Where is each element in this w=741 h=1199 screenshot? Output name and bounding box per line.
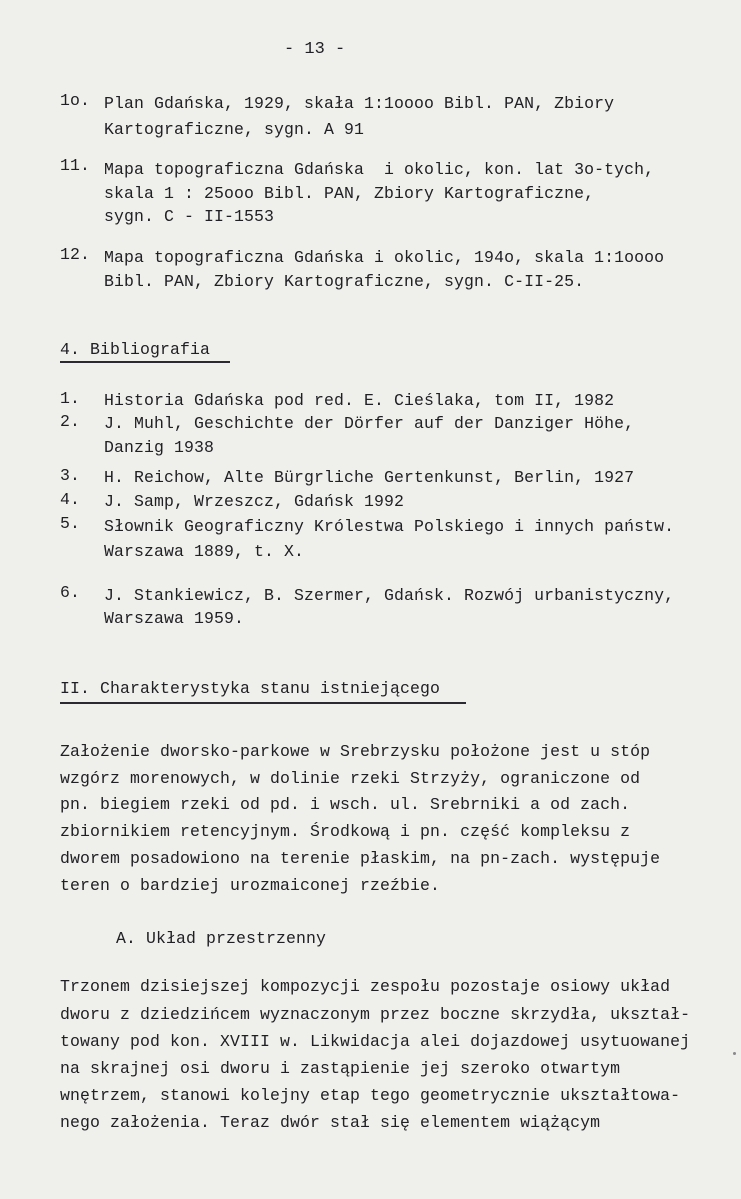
bibliography-heading: 4. Bibliografia — [60, 340, 211, 359]
list-item-number: 12. — [60, 245, 91, 264]
list-item-number: 11. — [60, 156, 91, 175]
list-item-number: 3. — [60, 466, 81, 485]
list-item-text: Mapa topograficzna Gdańska i okolic, kon. lat 3o-tych, — [104, 160, 655, 179]
paragraph-line: wzgórz morenowych, w dolinie rzeki Strzyży, ograniczone od — [60, 769, 641, 788]
paragraph-line: dworem posadowiono na terenie płaskim, na pn-zach. występuje — [60, 849, 661, 868]
list-item-text: H. Reichow, Alte Bürgrliche Gertenkunst, Berlin, 1927 — [104, 468, 635, 487]
list-item-text: Mapa topograficzna Gdańska i okolic, 194o, skala 1:1oooo — [104, 248, 665, 267]
subheading: A. Układ przestrzenny — [116, 929, 327, 948]
page-number: - 13 - — [284, 40, 346, 59]
list-item-text: Słownik Geograficzny Królestwa Polskiego i innych państw. — [104, 517, 675, 536]
paragraph-line: wnętrzem, stanowi kolejny etap tego geometrycznie ukształtowa- — [60, 1086, 681, 1105]
section-heading: II. Charakterystyka stanu istniejącego — [60, 679, 441, 698]
list-item-text: Historia Gdańska pod red. E. Cieślaka, tom II, 1982 — [104, 391, 615, 410]
heading-underline — [60, 702, 466, 704]
list-item-text: Warszawa 1959. — [104, 609, 245, 628]
paragraph-line: zbiornikiem retencyjnym. Środkową i pn. część kompleksu z — [60, 822, 631, 841]
list-item-number: 6. — [60, 583, 81, 602]
paragraph-line: na skrajnej osi dworu i zastąpienie jej szeroko otwartym — [60, 1059, 621, 1078]
list-item-text: J. Samp, Wrzeszcz, Gdańsk 1992 — [104, 492, 405, 511]
paragraph-line: Założenie dworsko-parkowe w Srebrzysku położone jest u stóp — [60, 742, 651, 761]
list-item-number: 1. — [60, 389, 81, 408]
paragraph-line: dworu z dziedzińcem wyznaczonym przez boczne skrzydła, ukształ- — [60, 1005, 691, 1024]
list-item-text: J. Muhl, Geschichte der Dörfer auf der Danziger Höhe, — [104, 414, 635, 433]
list-item-number: 2. — [60, 412, 81, 431]
paragraph-line: pn. biegiem rzeki od pd. i wsch. ul. Srebrniki a od zach. — [60, 795, 631, 814]
paragraph-line: teren o bardziej urozmaiconej rzeźbie. — [60, 876, 441, 895]
list-item-text: Warszawa 1889, t. X. — [104, 542, 305, 561]
paragraph-line: Trzonem dzisiejszej kompozycji zespołu pozostaje osiowy układ — [60, 977, 671, 996]
list-item-text: J. Stankiewicz, B. Szermer, Gdańsk. Rozwój urbanistyczny, — [104, 586, 675, 605]
list-item-text: Kartograficzne, sygn. A 91 — [104, 120, 365, 139]
list-item-text: Plan Gdańska, 1929, skała 1:1oooo Bibl. PAN, Zbiory — [104, 94, 615, 113]
list-item-text: Danzig 1938 — [104, 438, 215, 457]
list-item-text: skala 1 : 25ooo Bibl. PAN, Zbiory Kartograficzne, — [104, 184, 595, 203]
heading-underline — [60, 361, 230, 363]
paragraph-line: nego założenia. Teraz dwór stał się elementem wiążącym — [60, 1113, 601, 1132]
list-item-number: 4. — [60, 490, 81, 509]
list-item-number: 1o. — [60, 91, 91, 110]
list-item-number: 5. — [60, 514, 81, 533]
paragraph-line: towany pod kon. XVIII w. Likwidacja alei dojazdowej usytuowanej — [60, 1032, 691, 1051]
scan-speck — [733, 1052, 736, 1055]
list-item-text: Bibl. PAN, Zbiory Kartograficzne, sygn. C-II-25. — [104, 272, 585, 291]
list-item-text: sygn. C - II-1553 — [104, 207, 275, 226]
